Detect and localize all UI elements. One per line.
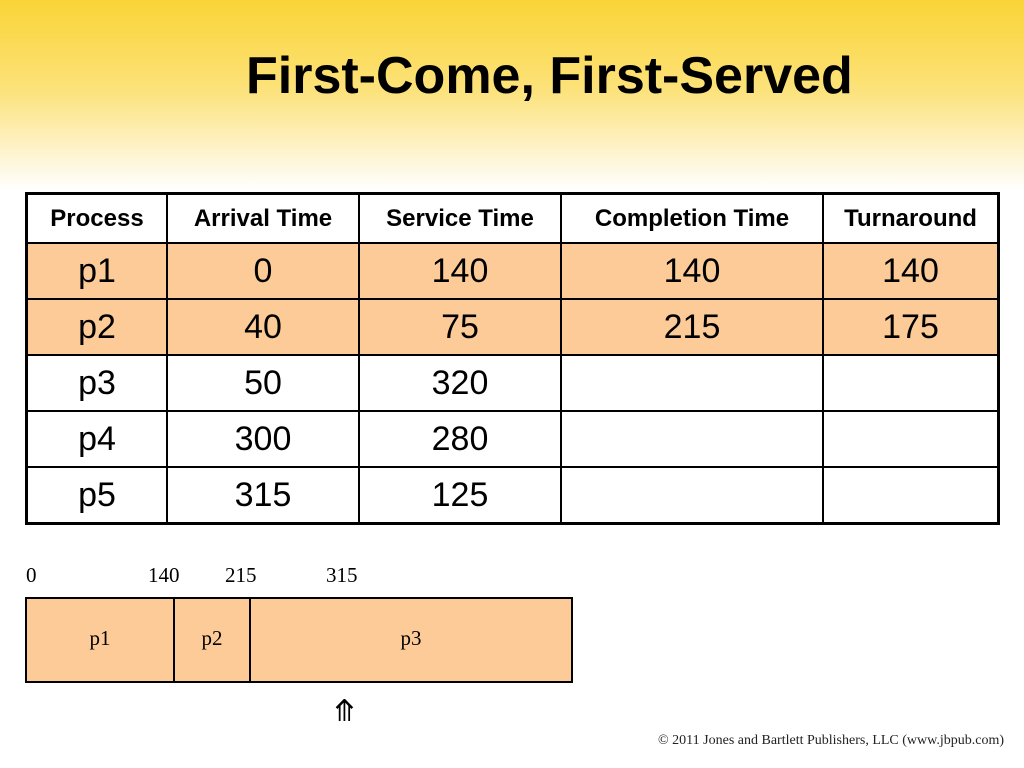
- cell-turnaround: [823, 467, 999, 524]
- cell-service: 75: [359, 299, 561, 355]
- cell-completion: [561, 355, 823, 411]
- cell-service: 125: [359, 467, 561, 524]
- gantt-tick-140: 140: [148, 563, 180, 587]
- cell-completion: 140: [561, 243, 823, 299]
- cell-arrival: 315: [167, 467, 359, 524]
- gantt-tick-215: 215: [225, 563, 257, 587]
- cell-turnaround: 175: [823, 299, 999, 355]
- header-completion-time: Completion Time: [561, 194, 823, 244]
- cell-completion: [561, 411, 823, 467]
- cell-turnaround: [823, 411, 999, 467]
- table-row: [27, 299, 999, 355]
- gantt-chart: [25, 597, 573, 683]
- cell-completion: [561, 467, 823, 524]
- table-row: [27, 243, 999, 299]
- cell-process: p4: [27, 411, 168, 467]
- cell-turnaround: 140: [823, 243, 999, 299]
- table-row: [27, 467, 999, 524]
- table-row: [27, 411, 999, 467]
- header-service-time: Service Time: [359, 194, 561, 244]
- cell-service: 280: [359, 411, 561, 467]
- gantt-segment-p1: p1: [89, 626, 111, 650]
- cell-service: 320: [359, 355, 561, 411]
- table-row: [27, 355, 999, 411]
- table-header-row: [27, 194, 999, 244]
- cell-process: p1: [27, 243, 168, 299]
- cell-process: p3: [27, 355, 168, 411]
- gantt-tick-315: 315: [326, 563, 358, 587]
- gantt-segment-p2: p2: [173, 599, 249, 681]
- cell-process: p5: [27, 467, 168, 524]
- cell-process: p2: [27, 299, 168, 355]
- cell-arrival: 40: [167, 299, 359, 355]
- process-table: [25, 192, 1000, 525]
- cell-arrival: 0: [167, 243, 359, 299]
- header-arrival-time: Arrival Time: [167, 194, 359, 244]
- header-turnaround: Turnaround: [823, 194, 999, 244]
- copyright-footer: © 2011 Jones and Bartlett Publishers, LLC (www.jbpub.com): [658, 733, 1004, 748]
- gantt-segment-p3: p3: [249, 599, 571, 681]
- gantt-tick-0: 0: [26, 563, 37, 587]
- cell-completion: 215: [561, 299, 823, 355]
- cell-service: 140: [359, 243, 561, 299]
- cell-turnaround: [823, 355, 999, 411]
- current-time-arrow-icon: ⤊: [332, 694, 358, 729]
- header-process: Process: [27, 194, 168, 244]
- slide-title: First-Come, First-Served: [246, 47, 853, 105]
- cell-arrival: 300: [167, 411, 359, 467]
- cell-arrival: 50: [167, 355, 359, 411]
